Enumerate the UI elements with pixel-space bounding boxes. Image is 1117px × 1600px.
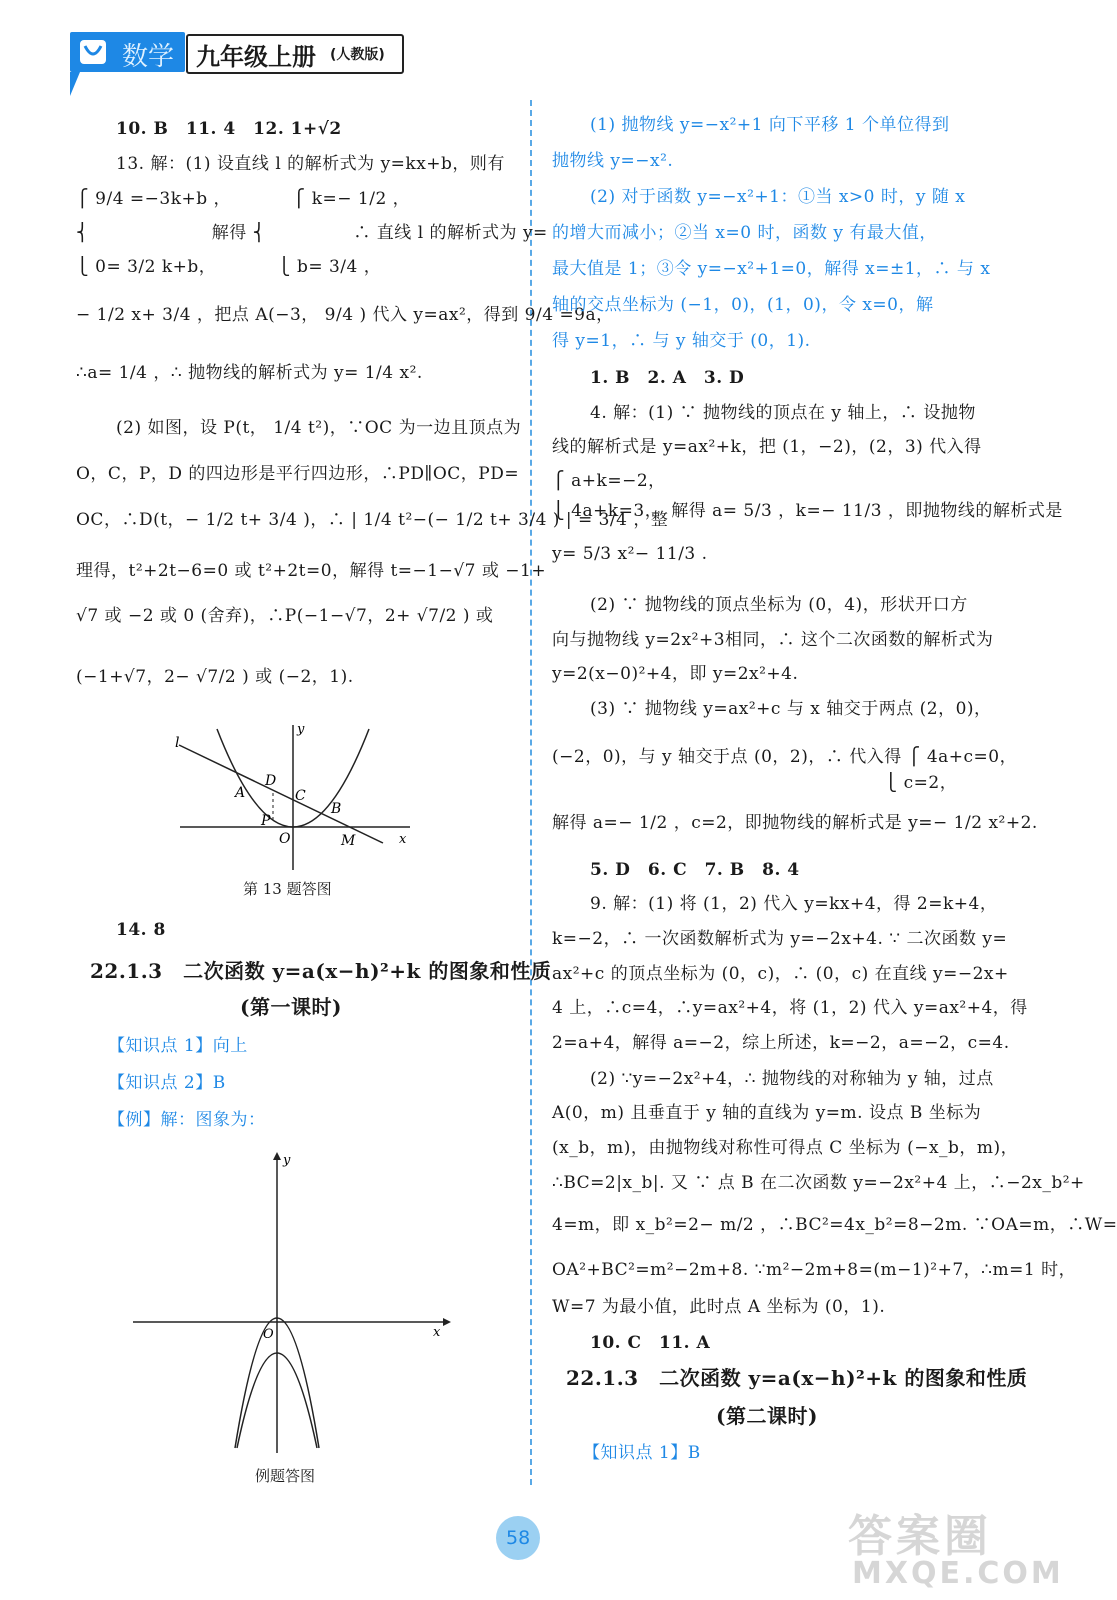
answer-line: A(0，m) 且垂直于 y 轴的直线为 y=m. 设点 B 坐标为 [552, 1103, 982, 1123]
page-number: 58 [506, 1527, 531, 1549]
answer-line: 向与抛物线 y=2x²+3相同，∴ 这个二次函数的解析式为 [552, 630, 994, 650]
answer-line: OC，∴D(t，− 1/2 t+ 3/4 )，∴ | 1/4 t²−(− 1/2 t+ 3/4 ) | = 3/4 ，整 [76, 510, 669, 530]
answer-line: 4 上，∴c=4，∴y=ax²+4，将 (1，2) 代入 y=ax²+4，得 [552, 998, 1028, 1018]
label-y: y [297, 722, 305, 737]
leaf-icon [80, 40, 106, 64]
label-y: y [283, 1153, 291, 1168]
blue-answer-line: 的增大而减小；②当 x=0 时，函数 y 有最大值， [552, 223, 937, 243]
blue-answer-line: 得 y=1，∴ 与 y 轴交于 (0，1). [552, 331, 811, 351]
answer-line: (x_b，m)，由抛物线对称性可得点 C 坐标为 (−x_b，m)， [552, 1138, 1019, 1158]
label-c: C [295, 788, 306, 804]
answer-line: ⎧ a+k=−2， [552, 471, 666, 491]
example-label: 【例】解：图象为： [108, 1110, 266, 1130]
knowledge-point-1: 【知识点 1】向上 [108, 1036, 248, 1056]
answer-14: 14. 8 [116, 920, 166, 940]
answer-line: 2=a+4，解得 a=−2，综上所述，k=−2，a=−2，c=4. [552, 1033, 1010, 1053]
answer-line: W=7 为最小值，此时点 A 坐标为 (0，1). [552, 1297, 886, 1317]
blue-answer-line: (2) 对于函数 y=−x²+1：①当 x>0 时，y 随 x [590, 187, 966, 207]
grade-label: 九年级上册 [196, 43, 316, 71]
answer-line: 1. B 2. A 3. D [590, 368, 745, 388]
answer-line: ⎨ 解得 ⎨ ∴ 直线 l 的解析式为 y= [76, 223, 548, 243]
answer-line: OA²+BC²=m²−2m+8. ∵m²−2m+8=(m−1)²+7，∴m=1 时， [552, 1260, 1077, 1280]
section-title-2: 22.1.3 二次函数 y=a(x−h)²+k 的图象和性质 [566, 1366, 1028, 1390]
answer-line: 解得 a=− 1/2 ，c=2，即抛物线的解析式是 y=− 1/2 x²+2. [552, 813, 1038, 833]
answer-line: ⎩ 4a+k=3， 解得 a= 5/3 ，k=− 11/3 ，即抛物线的解析式是 [552, 501, 1063, 521]
label-m: M [341, 833, 356, 849]
answer-line: 5. D 6. C 7. B 8. 4 [590, 860, 800, 880]
answer-line: 4=m，即 x_b²=2− m/2 ，∴BC²=4x_b²=8−2m. ∵OA=m，∴W= [552, 1215, 1117, 1235]
blue-answer-line: 轴的交点坐标为 (−1，0)，(1，0)，令 x=0，解 [552, 295, 934, 315]
answer-line: ∴BC=2|x_b|. 又 ∵ 点 B 在二次函数 y=−2x²+4 上，∴−2x_b²+ [552, 1173, 1085, 1193]
answer-line: 4. 解：(1) ∵ 抛物线的顶点在 y 轴上，∴ 设抛物 [590, 403, 976, 423]
answer-line: √7 或 −2 或 0 (舍弃)，∴P(−1−√7，2+ √7/2 ) 或 [76, 606, 494, 626]
subject-label: 数学 [122, 42, 175, 72]
answer-line: ⎩ c=2， [552, 773, 958, 793]
answer-line: ⎩ 0= 3/2 k+b， ⎩ b= 3/4 ， [76, 257, 382, 277]
knowledge-point-1-right: 【知识点 1】B [583, 1443, 701, 1463]
answer-line: y= 5/3 x²− 11/3 . [552, 544, 708, 564]
label-b: B [331, 801, 342, 817]
answer-line: 9. 解：(1) 将 (1，2) 代入 y=kx+4，得 2=k+4， [590, 894, 998, 914]
label-d: D [265, 773, 277, 789]
answer-line: (−2，0)，与 y 轴交于点 (0，2)，∴ 代入得 ⎧ 4a+c=0， [552, 747, 1018, 767]
label-o: O [279, 831, 291, 847]
figure-13 [165, 715, 420, 875]
answer-line: O，C，P，D 的四边形是平行四边形，∴PD∥OC，PD= [76, 464, 520, 484]
answer-line: ⎧ 9/4 =−3k+b ， ⎧ k=− 1/2 ， [76, 189, 411, 209]
figure-13-caption: 第 13 题答图 [243, 880, 332, 898]
answer-line: 10. B 11. 4 12. 1+√2 [116, 119, 342, 139]
blue-answer-line: (1) 抛物线 y=−x²+1 向下平移 1 个单位得到 [590, 115, 950, 135]
answer-line: (3) ∵ 抛物线 y=ax²+c 与 x 轴交于两点 (2，0)， [590, 699, 992, 719]
answer-line: 13. 解：(1) 设直线 l 的解析式为 y=kx+b，则有 [116, 154, 505, 174]
example-figure [125, 1148, 455, 1463]
section-subtitle-1: (第一课时) [240, 995, 342, 1019]
header-tail [70, 72, 80, 96]
answer-line: − 1/2 x+ 3/4 ，把点 A(−3， 9/4 ) 代入 y=ax²，得到 9/4 =9a， [76, 305, 614, 325]
blue-answer-line: 抛物线 y=−x². [552, 151, 674, 171]
label-x: x [433, 1325, 441, 1340]
label-p: P [261, 813, 271, 829]
line-l [179, 745, 383, 843]
label-x: x [399, 832, 407, 847]
watermark-logo: 答案圈 [848, 1511, 992, 1562]
answer-line: 理得，t²+2t−6=0 或 t²+2t=0，解得 t=−1−√7 或 −1+ [76, 561, 547, 581]
answer-line: ax²+c 的顶点坐标为 (0，c)，∴ (0，c) 在直线 y=−2x+ [552, 964, 1009, 984]
label-a: A [235, 785, 246, 801]
answer-line: k=−2，∴ 一次函数解析式为 y=−2x+4. ∵ 二次函数 y= [552, 929, 1008, 949]
answer-line: ∴a= 1/4 ，∴ 抛物线的解析式为 y= 1/4 x². [76, 363, 423, 383]
knowledge-point-2: 【知识点 2】B [108, 1073, 226, 1093]
answer-line: 10. C 11. A [590, 1333, 711, 1353]
answer-line: y=2(x−0)²+4，即 y=2x²+4. [552, 664, 799, 684]
example-figure-caption: 例题答图 [255, 1467, 316, 1485]
answer-line: 线的解析式是 y=ax²+k，把 (1，−2)，(2，3) 代入得 [552, 437, 982, 457]
blue-answer-line: 最大值是 1；③令 y=−x²+1=0，解得 x=±1，∴ 与 x [552, 259, 991, 279]
answer-line: (−1+√7，2− √7/2 ) 或 (−2，1). [76, 667, 354, 687]
answer-line: (2) 如图，设 P(t， 1/4 t²)，∵OC 为一边且顶点为 [116, 418, 522, 438]
edition-label: (人教版) [330, 47, 385, 63]
label-l: l [175, 735, 180, 751]
section-title-1: 22.1.3 二次函数 y=a(x−h)²+k 的图象和性质 [90, 959, 552, 983]
label-o: O [263, 1327, 274, 1342]
answer-line: (2) ∵ 抛物线的顶点坐标为 (0，4)，形状开口方 [590, 595, 968, 615]
section-subtitle-2: (第二课时) [716, 1404, 818, 1428]
watermark-url: MXQE.COM [852, 1556, 1064, 1591]
answer-line: (2) ∵y=−2x²+4，∴ 抛物线的对称轴为 y 轴，过点 [590, 1069, 994, 1089]
